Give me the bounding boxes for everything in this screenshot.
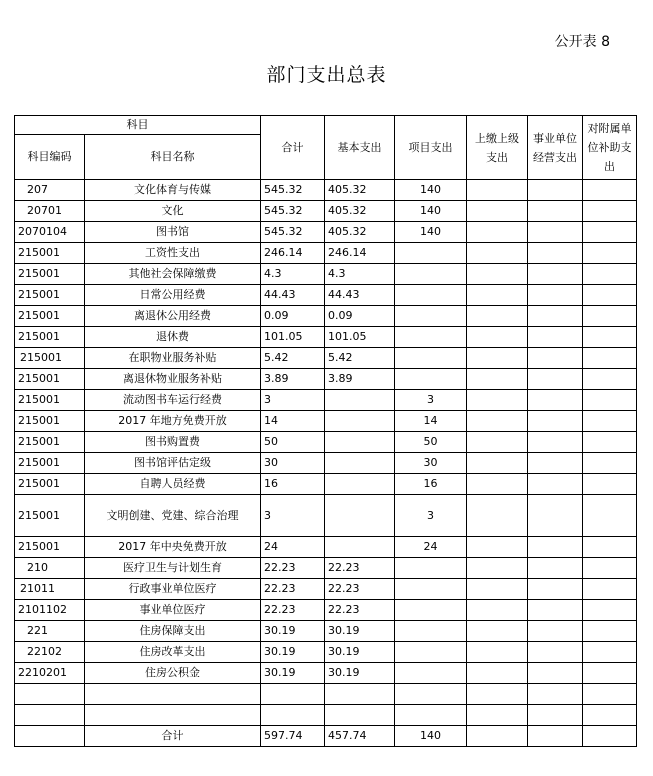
header-affiliated: 对附属单位补助支出 (583, 116, 637, 180)
row-business (528, 243, 583, 264)
row-basic: 0.09 (325, 306, 395, 327)
row-affiliated (583, 390, 637, 411)
row-business (528, 558, 583, 579)
row-business (528, 642, 583, 663)
row-upper (467, 537, 528, 558)
row-business (528, 264, 583, 285)
empty-cell (528, 705, 583, 726)
row-total: 545.32 (261, 180, 325, 201)
row-total: 30.19 (261, 621, 325, 642)
row-name: 文化 (85, 201, 261, 222)
row-upper (467, 600, 528, 621)
row-total: 0.09 (261, 306, 325, 327)
row-affiliated (583, 285, 637, 306)
row-name: 图书馆评估定级 (85, 453, 261, 474)
table-row (15, 327, 637, 348)
empty-cell (325, 684, 395, 705)
row-code: 215001 (15, 306, 85, 327)
row-basic: 246.14 (325, 243, 395, 264)
row-name: 离退休公用经费 (85, 306, 261, 327)
row-project (395, 600, 467, 621)
row-basic: 44.43 (325, 285, 395, 306)
row-business (528, 327, 583, 348)
row-name: 在职物业服务补贴 (85, 348, 261, 369)
row-code: 207 (15, 180, 85, 201)
table-row (15, 579, 637, 600)
row-business (528, 453, 583, 474)
row-code: 21011 (15, 579, 85, 600)
row-affiliated (583, 453, 637, 474)
row-total: 30.19 (261, 663, 325, 684)
row-upper (467, 285, 528, 306)
row-upper (467, 432, 528, 453)
row-project (395, 621, 467, 642)
row-business (528, 537, 583, 558)
row-basic: 405.32 (325, 222, 395, 243)
empty-cell (528, 684, 583, 705)
row-project: 24 (395, 537, 467, 558)
row-name: 住房公积金 (85, 663, 261, 684)
row-total: 545.32 (261, 201, 325, 222)
row-name: 2017 年地方免费开放 (85, 411, 261, 432)
row-project: 14 (395, 411, 467, 432)
row-code: 215001 (15, 348, 85, 369)
row-project: 140 (395, 180, 467, 201)
row-business (528, 180, 583, 201)
table-row (15, 390, 637, 411)
row-basic (325, 537, 395, 558)
table-row (15, 432, 637, 453)
row-upper (467, 474, 528, 495)
row-project: 16 (395, 474, 467, 495)
row-basic: 405.32 (325, 201, 395, 222)
header-basic: 基本支出 (325, 116, 395, 180)
table-row (15, 201, 637, 222)
row-upper (467, 180, 528, 201)
row-total: 545.32 (261, 222, 325, 243)
row-code: 215001 (15, 327, 85, 348)
row-upper (467, 201, 528, 222)
header-subject-code: 科目编码 (15, 135, 85, 180)
header-project: 项目支出 (395, 116, 467, 180)
empty-cell (395, 705, 467, 726)
row-name: 工资性支出 (85, 243, 261, 264)
row-name: 医疗卫生与计划生育 (85, 558, 261, 579)
row-total: 5.42 (261, 348, 325, 369)
header-total: 合计 (261, 116, 325, 180)
row-upper (467, 264, 528, 285)
row-project: 50 (395, 432, 467, 453)
row-total: 4.3 (261, 264, 325, 285)
row-affiliated (583, 495, 637, 537)
row-business (528, 579, 583, 600)
row-project (395, 327, 467, 348)
page-title: 部门支出总表 (266, 64, 387, 86)
expenditure-table (14, 115, 637, 747)
row-code: 215001 (15, 537, 85, 558)
table-row (15, 369, 637, 390)
row-affiliated (583, 243, 637, 264)
total-business (528, 726, 583, 747)
table-row (15, 558, 637, 579)
row-total: 44.43 (261, 285, 325, 306)
row-project: 30 (395, 453, 467, 474)
row-code: 20701 (15, 201, 85, 222)
row-business (528, 201, 583, 222)
empty-cell (583, 684, 637, 705)
row-affiliated (583, 222, 637, 243)
row-total: 30.19 (261, 642, 325, 663)
row-code: 215001 (15, 474, 85, 495)
row-name: 自聘人员经费 (85, 474, 261, 495)
row-name: 文化体育与传媒 (85, 180, 261, 201)
header-subject-name: 科目名称 (85, 135, 261, 180)
table-row (15, 600, 637, 621)
row-basic: 22.23 (325, 600, 395, 621)
table-row (15, 264, 637, 285)
row-basic: 30.19 (325, 621, 395, 642)
row-affiliated (583, 180, 637, 201)
row-code: 215001 (15, 411, 85, 432)
row-name: 2017 年中央免费开放 (85, 537, 261, 558)
empty-cell (467, 684, 528, 705)
row-business (528, 663, 583, 684)
table-row (15, 453, 637, 474)
empty-cell (261, 684, 325, 705)
row-code: 215001 (15, 432, 85, 453)
row-business (528, 432, 583, 453)
total-label: 合计 (85, 726, 261, 747)
row-business (528, 369, 583, 390)
row-upper (467, 495, 528, 537)
row-name: 事业单位医疗 (85, 600, 261, 621)
row-total: 101.05 (261, 327, 325, 348)
row-basic (325, 411, 395, 432)
table-row (15, 537, 637, 558)
row-name: 图书购置费 (85, 432, 261, 453)
row-upper (467, 579, 528, 600)
row-affiliated (583, 432, 637, 453)
row-project: 3 (395, 495, 467, 537)
row-business (528, 411, 583, 432)
row-affiliated (583, 621, 637, 642)
row-total: 3 (261, 390, 325, 411)
total-row (15, 726, 637, 747)
row-upper (467, 327, 528, 348)
row-project (395, 264, 467, 285)
row-affiliated (583, 579, 637, 600)
row-basic: 5.42 (325, 348, 395, 369)
row-upper (467, 390, 528, 411)
table-row (15, 348, 637, 369)
row-upper (467, 222, 528, 243)
total-basic: 457.74 (325, 726, 395, 747)
row-project (395, 285, 467, 306)
row-affiliated (583, 327, 637, 348)
row-name: 住房改革支出 (85, 642, 261, 663)
row-project: 140 (395, 201, 467, 222)
row-code: 215001 (15, 264, 85, 285)
total-sum: 597.74 (261, 726, 325, 747)
empty-row (15, 705, 637, 726)
row-code: 215001 (15, 285, 85, 306)
row-upper (467, 306, 528, 327)
row-code: 215001 (15, 369, 85, 390)
row-project (395, 663, 467, 684)
table-row (15, 306, 637, 327)
row-basic (325, 495, 395, 537)
row-business (528, 474, 583, 495)
empty-cell (261, 705, 325, 726)
row-basic: 3.89 (325, 369, 395, 390)
row-affiliated (583, 474, 637, 495)
row-business (528, 348, 583, 369)
row-total: 22.23 (261, 558, 325, 579)
table-row (15, 663, 637, 684)
row-basic (325, 432, 395, 453)
row-affiliated (583, 537, 637, 558)
row-business (528, 600, 583, 621)
row-business (528, 495, 583, 537)
row-business (528, 222, 583, 243)
row-basic (325, 474, 395, 495)
row-project: 140 (395, 222, 467, 243)
row-project (395, 579, 467, 600)
row-upper (467, 558, 528, 579)
row-name: 图书馆 (85, 222, 261, 243)
row-upper (467, 369, 528, 390)
row-project (395, 306, 467, 327)
empty-row (15, 684, 637, 705)
row-code: 2070104 (15, 222, 85, 243)
row-code: 22102 (15, 642, 85, 663)
row-project (395, 348, 467, 369)
row-total: 3.89 (261, 369, 325, 390)
row-affiliated (583, 264, 637, 285)
row-code: 215001 (15, 243, 85, 264)
row-name: 其他社会保障缴费 (85, 264, 261, 285)
row-affiliated (583, 600, 637, 621)
empty-cell (583, 705, 637, 726)
row-affiliated (583, 369, 637, 390)
row-basic: 22.23 (325, 558, 395, 579)
table-row (15, 222, 637, 243)
row-total: 246.14 (261, 243, 325, 264)
total-project: 140 (395, 726, 467, 747)
row-affiliated (583, 663, 637, 684)
row-project: 3 (395, 390, 467, 411)
row-basic: 405.32 (325, 180, 395, 201)
row-name: 流动图书车运行经费 (85, 390, 261, 411)
row-code: 210 (15, 558, 85, 579)
total-upper (467, 726, 528, 747)
row-business (528, 621, 583, 642)
row-upper (467, 642, 528, 663)
row-total: 24 (261, 537, 325, 558)
row-total: 14 (261, 411, 325, 432)
empty-cell (395, 684, 467, 705)
row-affiliated (583, 411, 637, 432)
row-basic (325, 390, 395, 411)
row-name: 退休费 (85, 327, 261, 348)
table-row (15, 411, 637, 432)
row-upper (467, 243, 528, 264)
row-basic (325, 453, 395, 474)
row-total: 22.23 (261, 600, 325, 621)
row-code: 215001 (15, 390, 85, 411)
row-business (528, 306, 583, 327)
row-affiliated (583, 642, 637, 663)
total-code (15, 726, 85, 747)
empty-cell (325, 705, 395, 726)
row-business (528, 390, 583, 411)
row-upper (467, 663, 528, 684)
row-basic: 101.05 (325, 327, 395, 348)
row-name: 住房保障支出 (85, 621, 261, 642)
table-row (15, 621, 637, 642)
row-affiliated (583, 558, 637, 579)
empty-cell (15, 684, 85, 705)
row-project (395, 558, 467, 579)
row-project (395, 369, 467, 390)
header-upper: 上缴上级支出 (467, 116, 528, 180)
row-business (528, 285, 583, 306)
row-project (395, 642, 467, 663)
header-business: 事业单位经营支出 (528, 116, 583, 180)
table-row (15, 285, 637, 306)
row-name: 日常公用经费 (85, 285, 261, 306)
table-row (15, 180, 637, 201)
table-row (15, 495, 637, 537)
row-total: 30 (261, 453, 325, 474)
empty-cell (467, 705, 528, 726)
empty-cell (15, 705, 85, 726)
row-total: 16 (261, 474, 325, 495)
row-name: 行政事业单位医疗 (85, 579, 261, 600)
row-code: 2101102 (15, 600, 85, 621)
row-project (395, 243, 467, 264)
table-row (15, 243, 637, 264)
row-basic: 22.23 (325, 579, 395, 600)
row-total: 3 (261, 495, 325, 537)
row-upper (467, 621, 528, 642)
row-basic: 4.3 (325, 264, 395, 285)
row-affiliated (583, 348, 637, 369)
row-name: 离退休物业服务补贴 (85, 369, 261, 390)
table-row (15, 642, 637, 663)
row-upper (467, 348, 528, 369)
row-affiliated (583, 201, 637, 222)
row-affiliated (583, 306, 637, 327)
row-code: 221 (15, 621, 85, 642)
row-upper (467, 453, 528, 474)
row-basic: 30.19 (325, 663, 395, 684)
row-total: 22.23 (261, 579, 325, 600)
row-code: 215001 (15, 453, 85, 474)
row-total: 50 (261, 432, 325, 453)
row-code: 215001 (15, 495, 85, 537)
row-basic: 30.19 (325, 642, 395, 663)
header-subject: 科目 (15, 116, 261, 135)
row-name: 文明创建、党建、综合治理 (85, 495, 261, 537)
row-code: 2210201 (15, 663, 85, 684)
empty-cell (85, 705, 261, 726)
total-affiliated (583, 726, 637, 747)
row-upper (467, 411, 528, 432)
empty-cell (85, 684, 261, 705)
table-row (15, 474, 637, 495)
document-label: 公开表 8 (554, 34, 610, 50)
